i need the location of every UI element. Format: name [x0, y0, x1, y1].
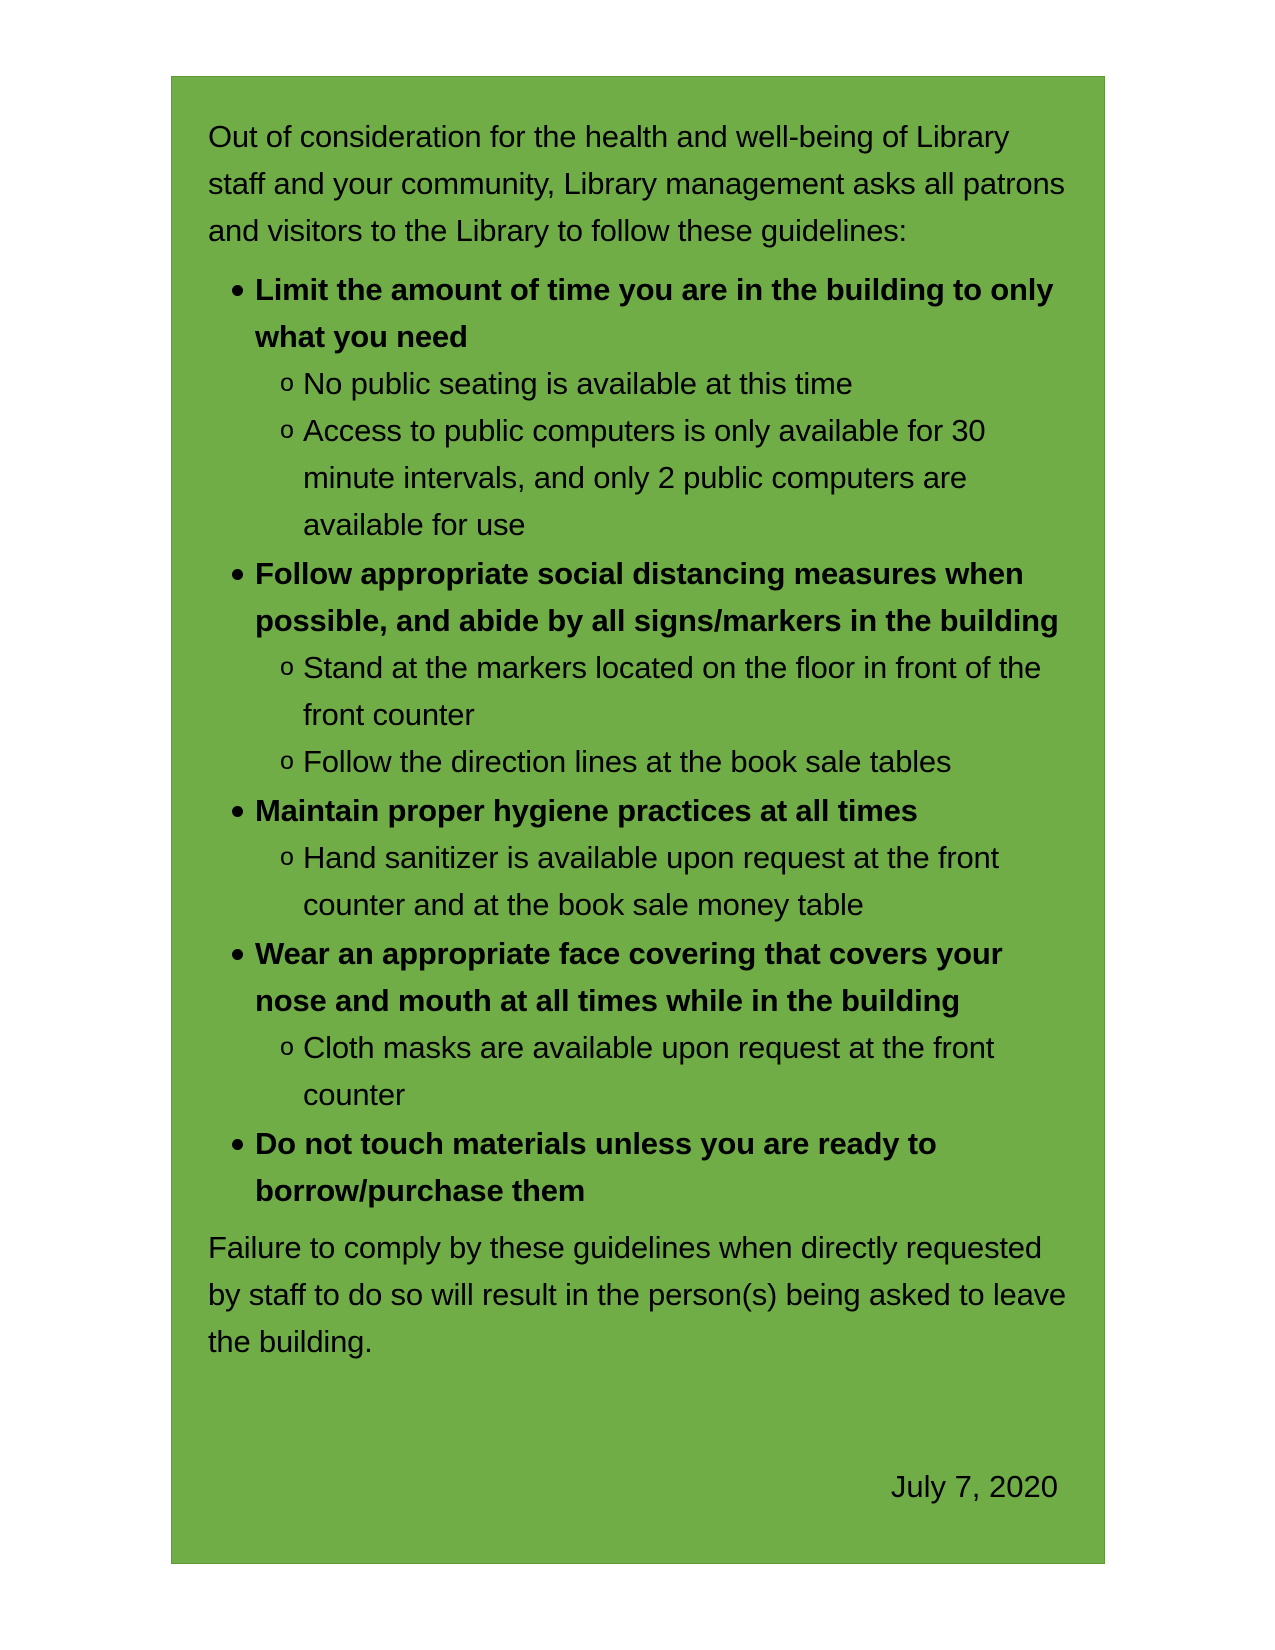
- sub-item: [255, 738, 1068, 785]
- sub-item-text: Stand at the markers located on the floor in front of the front counter: [303, 650, 1042, 732]
- bullet-dot-icon: [232, 1139, 243, 1150]
- sub-list: [255, 360, 1068, 548]
- circle-bullet-icon: o: [280, 653, 294, 681]
- bullet-dot-icon: [232, 569, 243, 580]
- sub-item: [255, 1024, 1068, 1118]
- circle-bullet-icon: o: [280, 747, 294, 775]
- sub-item: [255, 834, 1068, 928]
- guideline-heading: Follow appropriate social distancing measures when possible, and abide by all signs/markers in the building: [255, 556, 1059, 638]
- sub-item-text: Cloth masks are available upon request at the front counter: [303, 1030, 995, 1112]
- sub-item: [255, 644, 1068, 738]
- bullet-dot-icon: [232, 949, 243, 960]
- circle-bullet-icon: o: [280, 843, 294, 871]
- guideline-item: [208, 266, 1068, 548]
- closing-paragraph: Failure to comply by these guidelines when directly requested by staff to do so will result in the person(s) being asked to leave the building.: [208, 1230, 1066, 1359]
- sub-item-text: Follow the direction lines at the book sale tables: [303, 744, 952, 779]
- intro-paragraph: Out of consideration for the health and well-being of Library staff and your community, Library management asks all patrons and visitors to the Library to follow these guidelines:: [208, 119, 1065, 248]
- circle-bullet-icon: o: [280, 1033, 294, 1061]
- guideline-item: [208, 1120, 1068, 1214]
- guideline-heading: Do not touch materials unless you are ready to borrow/purchase them: [255, 1126, 937, 1208]
- circle-bullet-icon: o: [280, 369, 294, 397]
- sub-item: [255, 407, 1068, 548]
- circle-bullet-icon: o: [280, 416, 294, 444]
- notice-content: [208, 113, 1068, 1365]
- sub-list: [255, 834, 1068, 928]
- guideline-item: [208, 550, 1068, 785]
- notice-date: July 7, 2020: [890, 1469, 1058, 1504]
- sub-item-text: Hand sanitizer is available upon request at the front counter and at the book sale money table: [303, 840, 999, 922]
- guideline-heading: Limit the amount of time you are in the building to only what you need: [255, 272, 1054, 354]
- guideline-heading: Wear an appropriate face covering that covers your nose and mouth at all times while in the building: [255, 936, 1003, 1018]
- notice-box: [171, 76, 1105, 1564]
- bullet-dot-icon: [232, 806, 243, 817]
- sub-item-text: Access to public computers is only available for 30 minute intervals, and only 2 public computers are available for use: [303, 413, 986, 542]
- sub-item-text: No public seating is available at this time: [303, 366, 853, 401]
- guideline-item: [208, 930, 1068, 1118]
- sub-list: [255, 644, 1068, 785]
- guidelines-list: [208, 266, 1068, 1214]
- sub-list: [255, 1024, 1068, 1118]
- guideline-heading: Maintain proper hygiene practices at all times: [255, 793, 918, 828]
- bullet-dot-icon: [232, 285, 243, 296]
- guideline-item: [208, 787, 1068, 928]
- sub-item: [255, 360, 1068, 407]
